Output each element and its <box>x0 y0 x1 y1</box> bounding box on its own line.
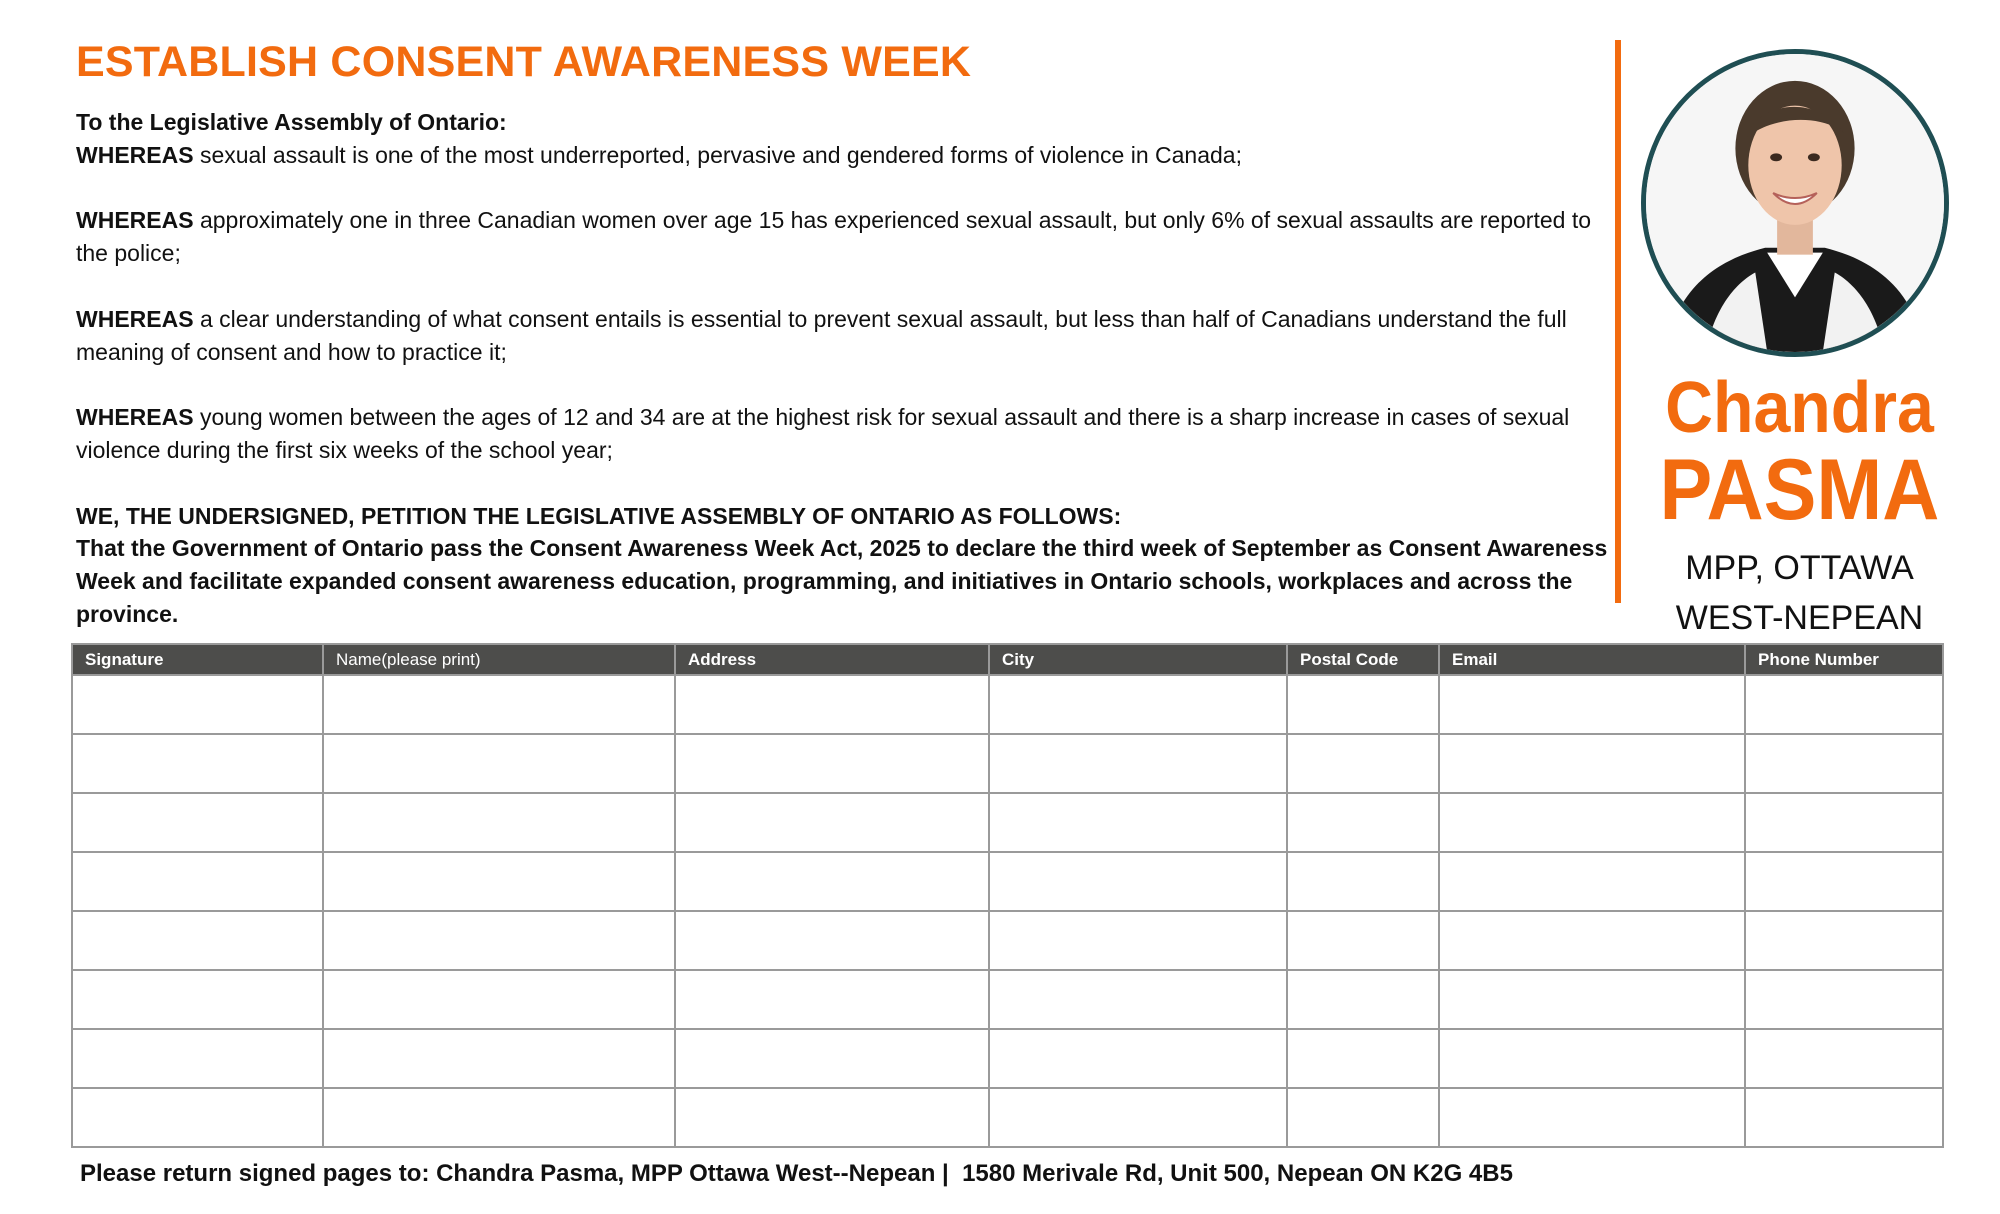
addressee: To the Legislative Assembly of Ontario: <box>76 109 507 135</box>
phone-cell[interactable] <box>1745 734 1943 793</box>
whereas-clause-3: WHEREAS a clear understanding of what consent entails is essential to prevent sexual assault, but less than half of Canadians understand the full meaning of consent and how to practice it; <box>76 305 1567 365</box>
phone-cell[interactable] <box>1745 1029 1943 1088</box>
email-cell[interactable] <box>1439 675 1745 734</box>
postal-code-cell[interactable] <box>1287 970 1439 1029</box>
city-cell[interactable] <box>989 911 1287 970</box>
signature-cell[interactable] <box>72 911 323 970</box>
address-cell[interactable] <box>675 852 989 911</box>
city-cell[interactable] <box>989 1088 1287 1147</box>
email-cell[interactable] <box>1439 734 1745 793</box>
address-cell[interactable] <box>675 970 989 1029</box>
email-cell[interactable] <box>1439 1029 1745 1088</box>
postal-code-cell[interactable] <box>1287 675 1439 734</box>
phone-cell[interactable] <box>1745 911 1943 970</box>
column-header-postal-code: Postal Code <box>1287 644 1439 675</box>
address-cell[interactable] <box>675 911 989 970</box>
table-row <box>72 1088 1943 1147</box>
mpp-role-line-2: WEST-NEPEAN <box>1675 599 1924 637</box>
petition-heading: WE, THE UNDERSIGNED, PETITION THE LEGISLATIVE ASSEMBLY OF ONTARIO AS FOLLOWS: <box>76 502 1122 529</box>
name-cell[interactable] <box>323 911 675 970</box>
signature-cell[interactable] <box>72 793 323 852</box>
city-cell[interactable] <box>989 734 1287 793</box>
table-row <box>72 1029 1943 1088</box>
city-cell[interactable] <box>989 675 1287 734</box>
portrait-icon <box>1646 54 1944 352</box>
table-row <box>72 852 1943 911</box>
table-row <box>72 911 1943 970</box>
address-cell[interactable] <box>675 734 989 793</box>
phone-cell[interactable] <box>1745 1088 1943 1147</box>
postal-code-cell[interactable] <box>1287 1088 1439 1147</box>
signature-cell[interactable] <box>72 970 323 1029</box>
email-cell[interactable] <box>1439 911 1745 970</box>
postal-code-cell[interactable] <box>1287 911 1439 970</box>
postal-code-cell[interactable] <box>1287 852 1439 911</box>
phone-cell[interactable] <box>1745 793 1943 852</box>
city-cell[interactable] <box>989 793 1287 852</box>
address-cell[interactable] <box>675 675 989 734</box>
whereas-clause-1: WHEREAS sexual assault is one of the most underreported, pervasive and gendered forms of violence in Canada; <box>76 141 1242 168</box>
signature-cell[interactable] <box>72 1088 323 1147</box>
whereas-clause-4: WHEREAS young women between the ages of 12 and 34 are at the highest risk for sexual assault and there is a sharp increase in cases of sexual violence during the first six weeks of the school year; <box>76 404 1570 463</box>
orange-divider <box>1615 40 1621 603</box>
postal-code-cell[interactable] <box>1287 1029 1439 1088</box>
petition-text <box>76 106 1611 631</box>
table-row <box>72 734 1943 793</box>
table-row <box>72 970 1943 1029</box>
table-row <box>72 793 1943 852</box>
phone-cell[interactable] <box>1745 675 1943 734</box>
address-cell[interactable] <box>675 1029 989 1088</box>
signature-table <box>71 643 1944 1148</box>
column-header-phone: Phone Number <box>1745 644 1943 675</box>
email-cell[interactable] <box>1439 1088 1745 1147</box>
name-cell[interactable] <box>323 852 675 911</box>
signature-cell[interactable] <box>72 734 323 793</box>
mpp-role-line-1: MPP, OTTAWA <box>1685 549 1914 587</box>
table-header-row <box>72 644 1943 675</box>
name-cell[interactable] <box>323 734 675 793</box>
mpp-role <box>1622 543 1977 643</box>
name-cell[interactable] <box>323 1029 675 1088</box>
city-cell[interactable] <box>989 852 1287 911</box>
column-header-signature: Signature <box>72 644 323 675</box>
column-header-address: Address <box>675 644 989 675</box>
signature-cell[interactable] <box>72 675 323 734</box>
column-header-city: City <box>989 644 1287 675</box>
city-cell[interactable] <box>989 1029 1287 1088</box>
mpp-portrait <box>1641 49 1949 357</box>
city-cell[interactable] <box>989 970 1287 1029</box>
email-cell[interactable] <box>1439 852 1745 911</box>
address-cell[interactable] <box>675 793 989 852</box>
email-cell[interactable] <box>1439 970 1745 1029</box>
table-row <box>72 675 1943 734</box>
petition-request: That the Government of Ontario pass the Consent Awareness Week Act, 2025 to declare the third week of September as Consent Awareness Week and facilitate expanded consent awareness education, programming, and initiatives in Ontario schools, workplaces and across the province. <box>76 535 1608 627</box>
mpp-last-name: PASMA <box>1659 442 1940 538</box>
phone-cell[interactable] <box>1745 970 1943 1029</box>
phone-cell[interactable] <box>1745 852 1943 911</box>
mpp-first-name: Chandra <box>1665 368 1934 448</box>
postal-code-cell[interactable] <box>1287 793 1439 852</box>
whereas-clause-2: WHEREAS approximately one in three Canadian women over age 15 has experienced sexual assault, but only 6% of sexual assaults are reported to the police; <box>76 207 1592 267</box>
name-cell[interactable] <box>323 675 675 734</box>
name-cell[interactable] <box>323 1088 675 1147</box>
email-cell[interactable] <box>1439 793 1745 852</box>
address-cell[interactable] <box>675 1088 989 1147</box>
return-address: Please return signed pages to: Chandra Pasma, MPP Ottawa West--Nepean | 1580 Merivale Rd, Unit 500, Nepean ON K2G 4B5 <box>80 1160 1513 1187</box>
name-cell[interactable] <box>323 970 675 1029</box>
name-cell[interactable] <box>323 793 675 852</box>
column-header-email: Email <box>1439 644 1745 675</box>
signature-cell[interactable] <box>72 1029 323 1088</box>
signature-rows <box>72 675 1943 1147</box>
postal-code-cell[interactable] <box>1287 734 1439 793</box>
petition-title: ESTABLISH CONSENT AWARENESS WEEK <box>76 38 972 86</box>
column-header-name: Name(please print) <box>323 644 675 675</box>
signature-cell[interactable] <box>72 852 323 911</box>
